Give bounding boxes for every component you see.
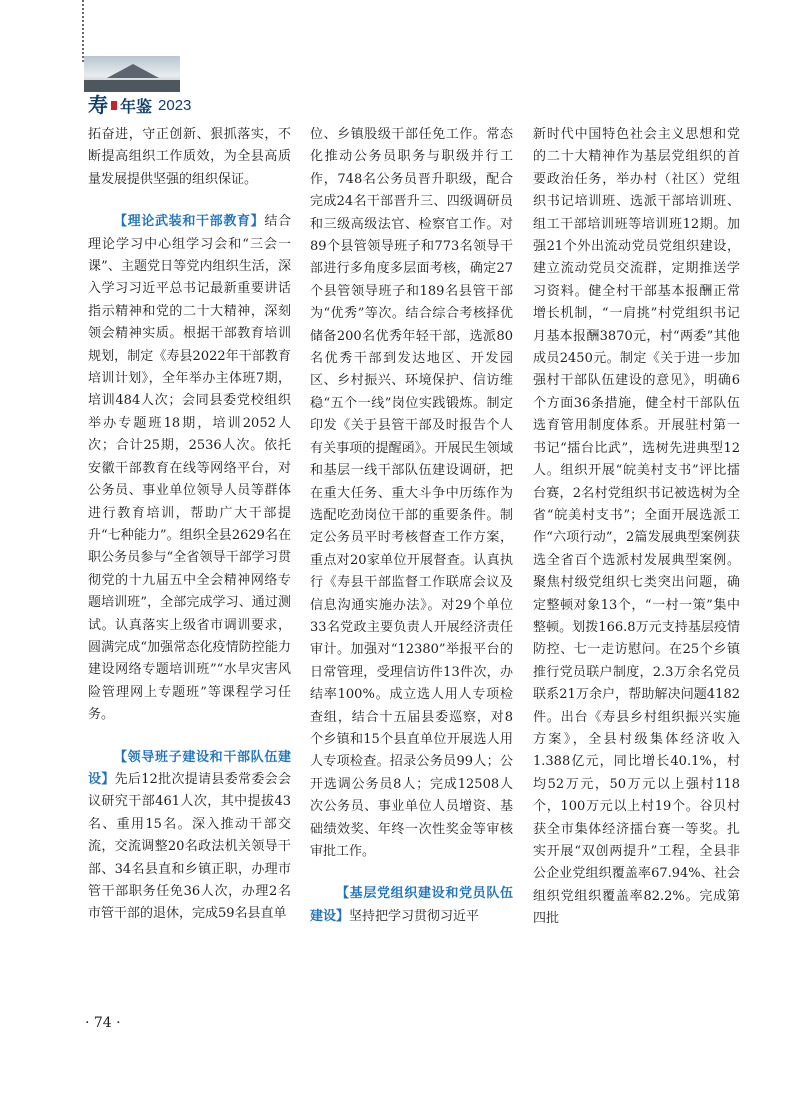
section-title-grassroots-party: 【基层党组织建设和党员队伍建设】 [310,886,513,924]
page-number: · 74 · [85,1015,121,1031]
header-dotted-line [82,0,84,62]
section-text-grassroots-party: 坚持把学习贯彻习近平 [349,908,480,924]
section-title-leadership-cadres: 【领导班子建设和干部队伍建设】 [88,749,291,787]
paragraph-grassroots-continued: 新时代中国特色社会主义思想和党的二十大精神作为基层党组织的首要政治任务，举办村（社区）党组织书记培训班、选派干部培训班、组工干部培训班等培训班12期。加强21个外出流动党员党组织建设，建立流动党员交流群，定期推送学习资料。健全村干部基本报酬正常增长机制，“一肩挑”村党组织书记月基本报酬3870元，村“两委”其他成员2450元。制定《关于进一步加强村干部队伍建设的意见》，明确6个方面36条措施，健全村干部队伍选育管用制度体系。开展驻村第一书记“擂台比武”，选树先进典型12人。组织开展“皖美村支书”评比擂台赛，2名村党组织书记被选树为全省“皖美村支书”；全面开展选派工作“六项行动”，2篇发展典型案例获选全省百个选派村发展典型案例。聚焦村级党组织七类突出问题，确定整顿对象13个，“一村一策”集中整顿。划拨166.8万元支持基层疫情防控、七一走访慰问。在25个乡镇推行党员联户制度，2.3万余名党员联系21万余户，帮助解决问题4182件。出台《寿县乡村组织振兴实施方案》，全县村级集体经济收入1.388亿元，同比增长40.1%，村均52万元，50万元以上强村118个，100万元以上村19个。谷贝村获全市集体经济擂台赛一等奖。扎实开展“双创两提升”工程，全县非公企业党组织覆盖率67.94%、社会组织党组织覆盖率82.2%。完成第四批 [533,127,740,927]
section-theory-education [88,211,291,726]
logo-mark: 寿 [88,93,108,117]
text-column-1 [88,124,291,1024]
paragraph-cadres-continued: 位、乡镇股级干部任免工作。常态化推动公务员职务与职级并行工作，748名公务员晋升职级，配合完成24名干部晋升三、四级调研员和三级高级法官、检察官工作。对89个县管领导班子和773名领导干部进行多角度多层面考核，确定27个县管领导班子和189名县管干部为“优秀”等次。结合综合考核择优储备200名优秀年轻干部，选派80名优秀干部到发达地区、开发园区、乡村振兴、环境保护、信访维稳“五个一线”岗位实践锻炼。制定印发《关于县管干部及时报告个人有关事项的提醒函》。开展民生领域和基层一线干部队伍建设调研，把在重大任务、重大斗争中历练作为选配吃劲岗位干部的重要条件。制定公务员平时考核督查工作方案，重点对20家单位开展督查。认真执行《寿县干部监督工作联席会议及信息沟通实施办法》。对29个单位33名党政主要负责人开展经济责任审计。加强对“12380”举报平台的日常管理，受理信访件13件次，办结率100%。成立选人用人专项检查组，结合十五届县委巡察，对8个乡镇和15个县直单位开展选人用人专项检查。招录公务员99人；公开选调公务员8人；完成12508人次公务员、事业单位人员增资、基础绩效奖、年终一次性奖金等审核审批工作。 [310,127,513,859]
section-text-leadership-cadres: 先后12批次提请县委常委会会议研究干部461人次，其中提拔43名、重用15名。深入推动干部交流，交流调整20名政法机关领导干部、34名县直和乡镇正职，办理市管干部职务任免36人次，办理2名市管干部的退休，完成59名县直单 [88,771,291,922]
logo-mark-yearbook: 年鉴 [120,96,153,116]
header-photo-strip [84,56,180,92]
section-leadership-cadres [88,747,291,926]
text-column-3 [533,124,740,1024]
section-grassroots-party [310,883,513,928]
section-text-theory-education: 结合理论学习中心组学习会和“三会一课”、主题党日等党内组织生活，深入学习习近平总书记最新重要讲话指示精神和党的二十大精神，深刻领会精神实质。根据干部教育培训规划，制定《寿县2022年干部教育培训计划》，全年举办主体班7期，培训484人次；会同县委党校组织举办专题班18期，培训2052人次；合计25期，2536人次。依托安徽干部教育在线等网络平台，对公务员、事业单位领导人员等群体进行教育培训，帮助广大干部提升“七种能力”。组织全县2629名在职公务员参与“全省领导干部学习贯彻党的十九届五中全会精神网络专题培训班”，全部完成学习、通过测试。认真落实上级省市调训要求，圆满完成“加强常态化疫情防控能力建设网络专题培训班”“水旱灾害风险管理网上专题班”等课程学习任务。 [88,214,291,723]
paragraph-intro-continued: 拓奋进，守正创新、狠抓落实，不断提高组织工作质效，为全县高质量发展提供坚强的组织保证。 [88,127,291,187]
logo-year: 2023 [158,96,192,114]
header-photo-wall [84,80,180,92]
header-photo-gate-roof [102,64,164,78]
yearbook-logo [88,94,191,116]
logo-seal-icon [111,101,117,110]
text-column-2 [310,124,513,1024]
section-title-theory-education: 【理论武装和干部教育】 [114,214,265,230]
